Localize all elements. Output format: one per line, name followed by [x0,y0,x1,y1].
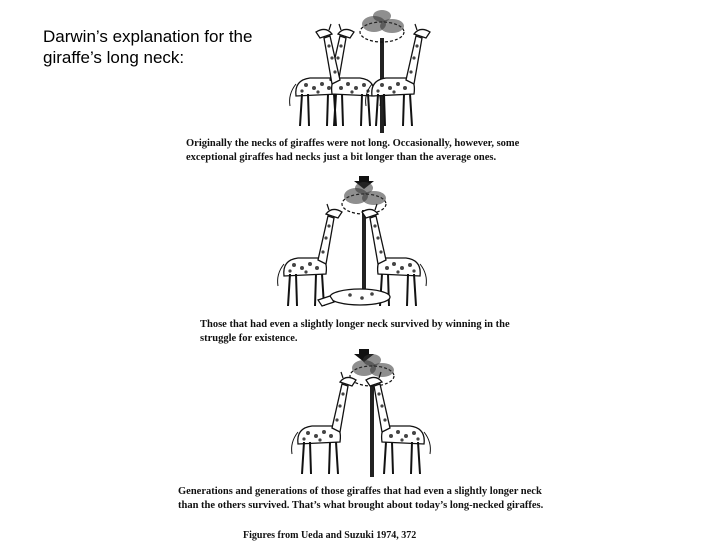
panel-3-caption: Generations and generations of those giraffes that had even a slightly longer neck than the others survived. That’s what brought about today’s long-necked giraffes. [178,486,544,511]
giraffe-icon [278,204,342,306]
panel-2-illustration [278,182,427,306]
figure-credit: Figures from Ueda and Suzuki 1974, 372 [243,530,417,541]
panel-1-illustration [290,10,430,133]
tree-icon [360,10,404,133]
giraffe-icon [366,372,430,474]
giraffe-icon [316,24,380,126]
slide-title: Darwin’s explanation for the giraffe’s long neck: [43,27,253,67]
giraffe-icon [366,24,430,126]
panel-1-caption: Originally the necks of giraffes were not long. Occasionally, however, some exceptional giraffes had necks just a bit longer than the average ones. [186,138,520,163]
giraffe-icon [292,372,356,474]
panel-3-illustration [292,354,431,477]
panel-2-caption: Those that had even a slightly longer neck survived by winning in the struggle for existence. [200,319,510,344]
fallen-giraffe-icon [318,289,390,306]
giraffe-icon [290,24,354,126]
